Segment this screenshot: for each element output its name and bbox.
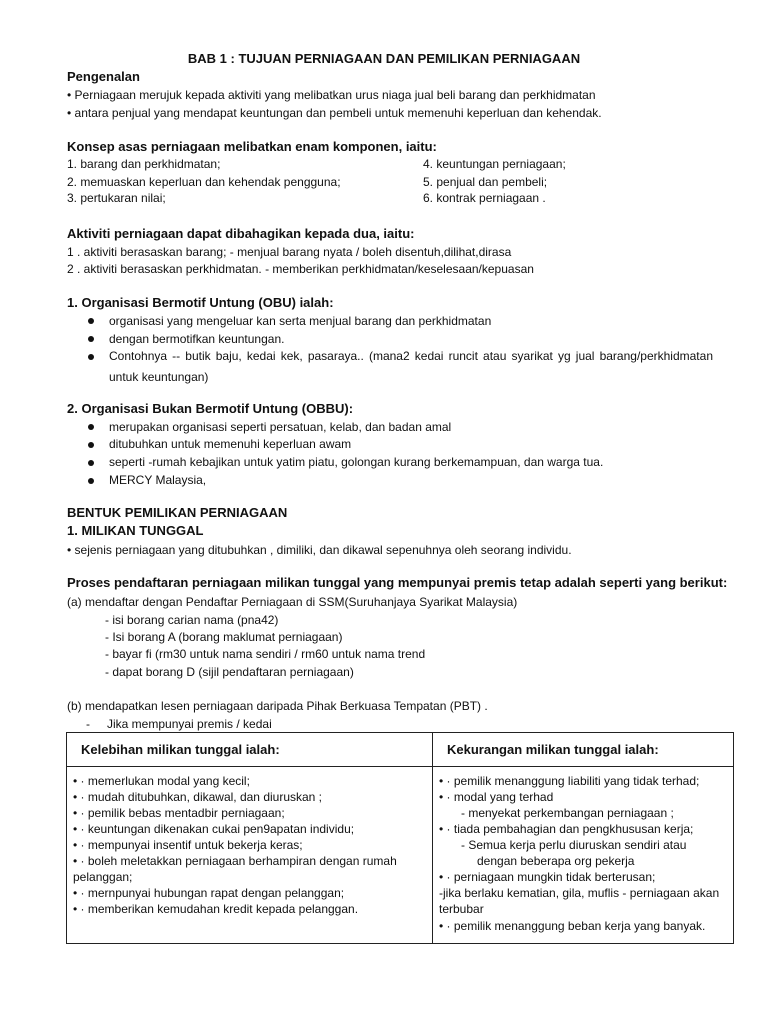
list-item: • · mudah ditubuhkan, dikawal, dan diuruskan ; — [73, 790, 323, 804]
list-item: 2. memuaskan keperluan dan kehendak pengguna; — [67, 175, 341, 189]
kekurangan-cell — [433, 767, 734, 944]
list-item: 3. pertukaran nilai; — [67, 191, 166, 205]
step-a-item: - dapat borang D (sijil pendaftaran perniagaan) — [105, 665, 354, 679]
list-item: • · pemilik menanggung liabiliti yang tidak terhad; — [439, 774, 700, 788]
list-item: • · modal yang terhad — [439, 790, 554, 804]
section-heading-aktiviti: Aktiviti perniagaan dapat dibahagikan kepada dua, iaitu: — [67, 226, 415, 241]
section-heading-konsep: Konsep asas perniagaan melibatkan enam komponen, iaitu: — [67, 139, 437, 154]
bullet-item: ditubuhkan untuk memenuhi keperluan awam — [109, 437, 352, 451]
bullet-icon — [88, 442, 94, 448]
bullet-icon — [88, 336, 94, 342]
step-b-item: Jika mempunyai premis / kedai — [107, 717, 272, 731]
list-item: 1. barang dan perkhidmatan; — [67, 157, 221, 171]
list-subitem: - menyekat perkembangan perniagaan ; — [461, 806, 674, 820]
list-item: 2 . aktiviti berasaskan perkhidmatan. - memberikan perkhidmatan/keselesaan/kepuasan — [67, 262, 534, 276]
bullet-item: MERCY Malaysia, — [109, 473, 207, 487]
list-subitem: dengan beberapa org pekerja — [477, 854, 635, 868]
bullet-icon — [88, 318, 94, 324]
list-item: • · pemilik bebas mentadbir perniagaan; — [73, 806, 285, 820]
step-a: (a) mendaftar dengan Pendaftar Perniagaan di SSM(Suruhanjaya Syarikat Malaysia) — [67, 595, 518, 609]
list-item: • · memberikan kemudahan kredit kepada pelanggan. — [73, 902, 359, 916]
section-heading-bentuk: BENTUK PEMILIKAN PERNIAGAAN — [67, 505, 288, 520]
bullet-icon — [88, 424, 94, 430]
paragraph-line: • sejenis perniagaan yang ditubuhkan , dimiliki, dan dikawal sepenuhnya oleh seorang individu. — [67, 543, 572, 557]
table-header-kekurangan: Kekurangan milikan tunggal ialah: — [433, 733, 734, 767]
bullet-item: organisasi yang mengeluar kan serta menjual barang dan perkhidmatan — [109, 314, 492, 328]
list-item: 4. keuntungan perniagaan; — [423, 157, 566, 171]
section-heading-proses: Proses pendaftaran perniagaan milikan tunggal yang mempunyai premis tetap adalah seperti yang berikut: — [67, 575, 728, 590]
section-heading-obu: 1. Organisasi Bermotif Untung (OBU) ialah: — [67, 295, 334, 310]
list-item: • · memerlukan modal yang kecil; — [73, 774, 250, 788]
bullet-icon — [88, 354, 94, 360]
bullet-item: seperti -rumah kebajikan untuk yatim piatu, golongan kurang berkemampuan, dan warga tua. — [109, 455, 604, 469]
comparison-table — [66, 732, 734, 944]
page-title: BAB 1 : TUJUAN PERNIAGAAN DAN PEMILIKAN PERNIAGAAN — [187, 51, 581, 66]
bullet-icon — [88, 478, 94, 484]
list-subitem: - Semua kerja perlu diuruskan sendiri atau — [461, 838, 687, 852]
list-item: • · perniagaan mungkin tidak berterusan; — [439, 870, 656, 884]
list-item: • · mernpunyai hubungan rapat dengan pelanggan; — [73, 886, 345, 900]
section-heading-pengenalan: Pengenalan — [67, 69, 140, 84]
list-item: • · boleh meletakkan perniagaan berhampiran dengan rumah pelanggan; — [73, 854, 397, 884]
subheading-milikan-tunggal: 1. MILIKAN TUNGGAL — [67, 523, 204, 538]
list-item: • · mempunyai insentif untuk bekerja keras; — [73, 838, 303, 852]
step-a-item: - isi borang carian nama (pna42) — [105, 613, 279, 627]
list-item: 1 . aktiviti berasaskan barang; - menjual barang nyata / boleh disentuh,dilihat,dirasa — [67, 245, 512, 259]
section-heading-obbu: 2. Organisasi Bukan Bermotif Untung (OBBU): — [67, 401, 354, 416]
step-b: (b) mendapatkan lesen perniagaan daripada Pihak Berkuasa Tempatan (PBT) . — [67, 699, 488, 713]
list-item: -jika berlaku kematian, gila, muflis - perniagaan akan terbubar — [439, 886, 720, 916]
step-b-dash: - — [86, 717, 90, 731]
kelebihan-cell — [67, 767, 433, 944]
paragraph-line: • Perniagaan merujuk kepada aktiviti yang melibatkan urus niaga jual beli barang dan perkhidmatan — [67, 88, 596, 102]
list-item: 6. kontrak perniagaan . — [423, 191, 546, 205]
bullet-item: Contohnya -- butik baju, kedai kek, pasaraya.. (mana2 kedai runcit atau syarikat yg jual barang/perkhidmatan untuk keuntungan) — [109, 349, 713, 384]
list-item: • · tiada pembahagian dan pengkhususan kerja; — [439, 822, 694, 836]
step-a-item: - bayar fi (rm30 untuk nama sendiri / rm60 untuk nama trend — [105, 647, 426, 661]
bullet-icon — [88, 460, 94, 466]
list-item: • · keuntungan dikenakan cukai pen9apatan individu; — [73, 822, 355, 836]
step-a-item: - Isi borang A (borang maklumat perniagaan) — [105, 630, 343, 644]
list-item: • · pemilik menanggung beban kerja yang banyak. — [439, 919, 706, 933]
bullet-item: merupakan organisasi seperti persatuan, kelab, dan badan amal — [109, 420, 452, 434]
list-item: 5. penjual dan pembeli; — [423, 175, 548, 189]
paragraph-line: • antara penjual yang mendapat keuntungan dan pembeli untuk memenuhi keperluan dan kehendak. — [67, 106, 602, 120]
table-header-kelebihan: Kelebihan milikan tunggal ialah: — [67, 733, 433, 767]
bullet-item: dengan bermotifkan keuntungan. — [109, 332, 285, 346]
